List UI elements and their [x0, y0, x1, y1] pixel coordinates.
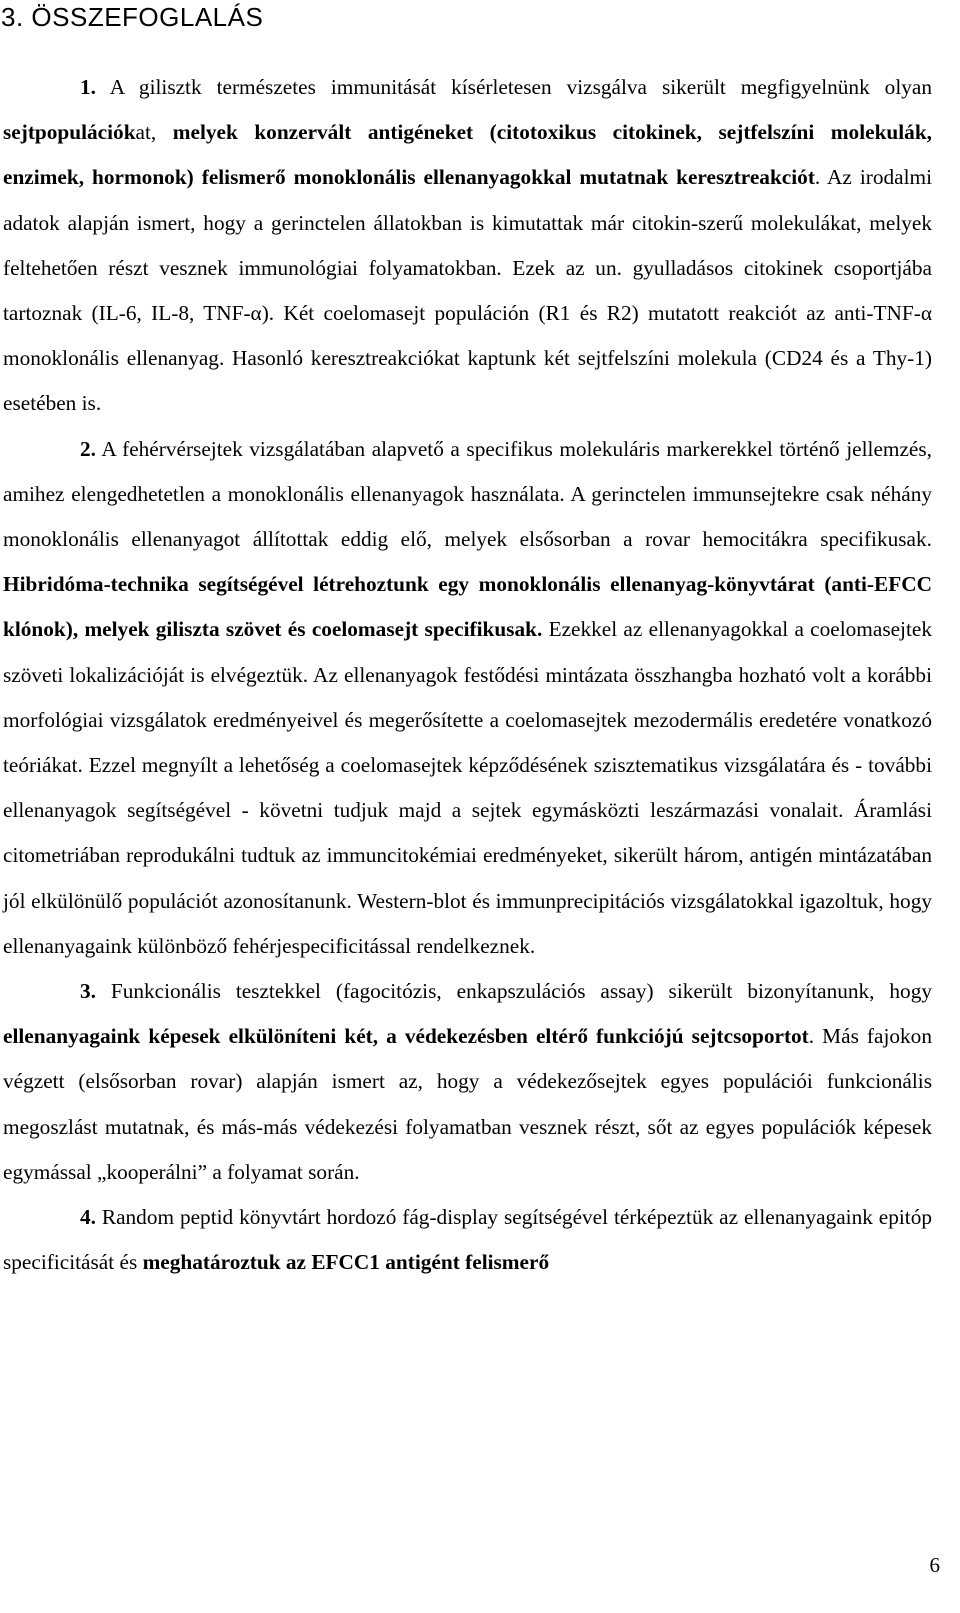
- paragraph-2: [3, 427, 932, 969]
- paragraph-1: [3, 65, 932, 427]
- text-segment: . Az irodalmi adatok alapján ismert, hogy a gerinctelen állatokban is kimutattak már citokin-szerű molekulákat, melyek feltehetően részt vesznek immunológiai folyamatokban. Ezek az un. gyulladásos citokinek csoportjába tartoznak (IL-6, IL-8, TNF-α). Két coelomasejt populáción (R1 és R2) mutatott reakciót az anti-TNF-α monoklonális ellenanyag. Hasonló keresztreakciókat kaptunk két sejtfelszíni molekula (CD24 és a Thy-1) esetében is.: [3, 165, 932, 416]
- text-segment: Funkcionális tesztekkel (fagocitózis, enkapszulációs assay) sikerült bizonyítanunk, hogy: [95, 979, 932, 1004]
- page-number: 6: [929, 1553, 940, 1577]
- text-segment: at,: [135, 120, 173, 145]
- paragraph-number: 1.: [80, 75, 96, 99]
- paragraph-3: [3, 969, 932, 1195]
- summary-body: [3, 65, 932, 1285]
- paragraph-4: [3, 1195, 932, 1285]
- text-segment-bold: Hibridóma-technika segítségével létrehoztunk egy monoklonális ellenanyag-könyvtárat (anti-EFCC klónok), melyek giliszta szövet és coelomasejt specifikusak.: [3, 572, 932, 642]
- text-segment-bold: sejtpopulációk: [3, 120, 136, 145]
- paragraph-number: 3.: [80, 979, 96, 1004]
- section-heading: 3. ÖSSZEFOGLALÁS: [1, 2, 264, 32]
- text-segment-bold: melyek konzervált antigéneket (citotoxikus citokinek, sejtfelszíni molekulák, enzimek, hormonok) felismerő monoklonális ellenanyagokkal mutatnak keresztreakciót: [3, 120, 932, 190]
- text-segment: A gilisztk természetes immunitását kísérletesen vizsgálva sikerült megfigyelnünk olyan: [95, 75, 932, 99]
- text-segment-bold: meghatároztuk az EFCC1 antigént felismerő: [142, 1250, 550, 1275]
- paragraph-number: 2.: [80, 436, 96, 461]
- text-segment: . Más fajokon végzett (elsősorban rovar) alapján ismert az, hogy a védekezősejtek egyes populációi funkcionális megoszlást mutatnak, és más-más védekezési folyamatban vesznek részt, sőt az egyes populációk képesek egymással „kooperálni” a folyamat során.: [3, 1024, 932, 1184]
- text-segment: Ezekkel az ellenanyagokkal a coelomasejtek szöveti lokalizációját is elvégeztük. Az ellenanyagok festődési mintázata összhangba hozható volt a korábbi morfológiai vizsgálatok eredményeivel és megerősítette a coelomasejtek mezodermális eredetére vonatkozó teóriákat. Ezzel megnyílt a lehetőség a coelomasejtek képződésének szisztematikus vizsgálatára és - további ellenanyagok segítségével - követni tudjuk majd a sejtek egymásközti leszármazási vonalait. Áramlási citometriában reprodukálni tudtuk az immuncitokémiai eredményeket, sikerült három, antigén mintázatában jól elkülönülő populációt azonosítanunk. Western-blot és immunprecipitációs vizsgálatokkal igazoltuk, hogy ellenanyagaink különböző fehérjespecificitással rendelkeznek.: [3, 617, 932, 958]
- text-segment: A fehérvérsejtek vizsgálatában alapvető a specifikus molekuláris markerekkel történő jellemzés, amihez elengedhetetlen a monoklonális ellenanyagok használata. A gerinctelen immunsejtekre csak néhány monoklonális ellenanyagot állítottak eddig elő, melyek elsősorban a rovar hemocitákra specifikusak.: [3, 436, 932, 552]
- text-segment-bold: ellenanyagaink képesek elkülöníteni két, a védekezésben eltérő funkciójú sejtcsoportot: [3, 1024, 809, 1049]
- text-segment: Random peptid könyvtárt hordozó fág-display segítségével térképeztük az ellenanyagaink epitóp specificitását és: [3, 1205, 932, 1275]
- paragraph-number: 4.: [80, 1205, 96, 1230]
